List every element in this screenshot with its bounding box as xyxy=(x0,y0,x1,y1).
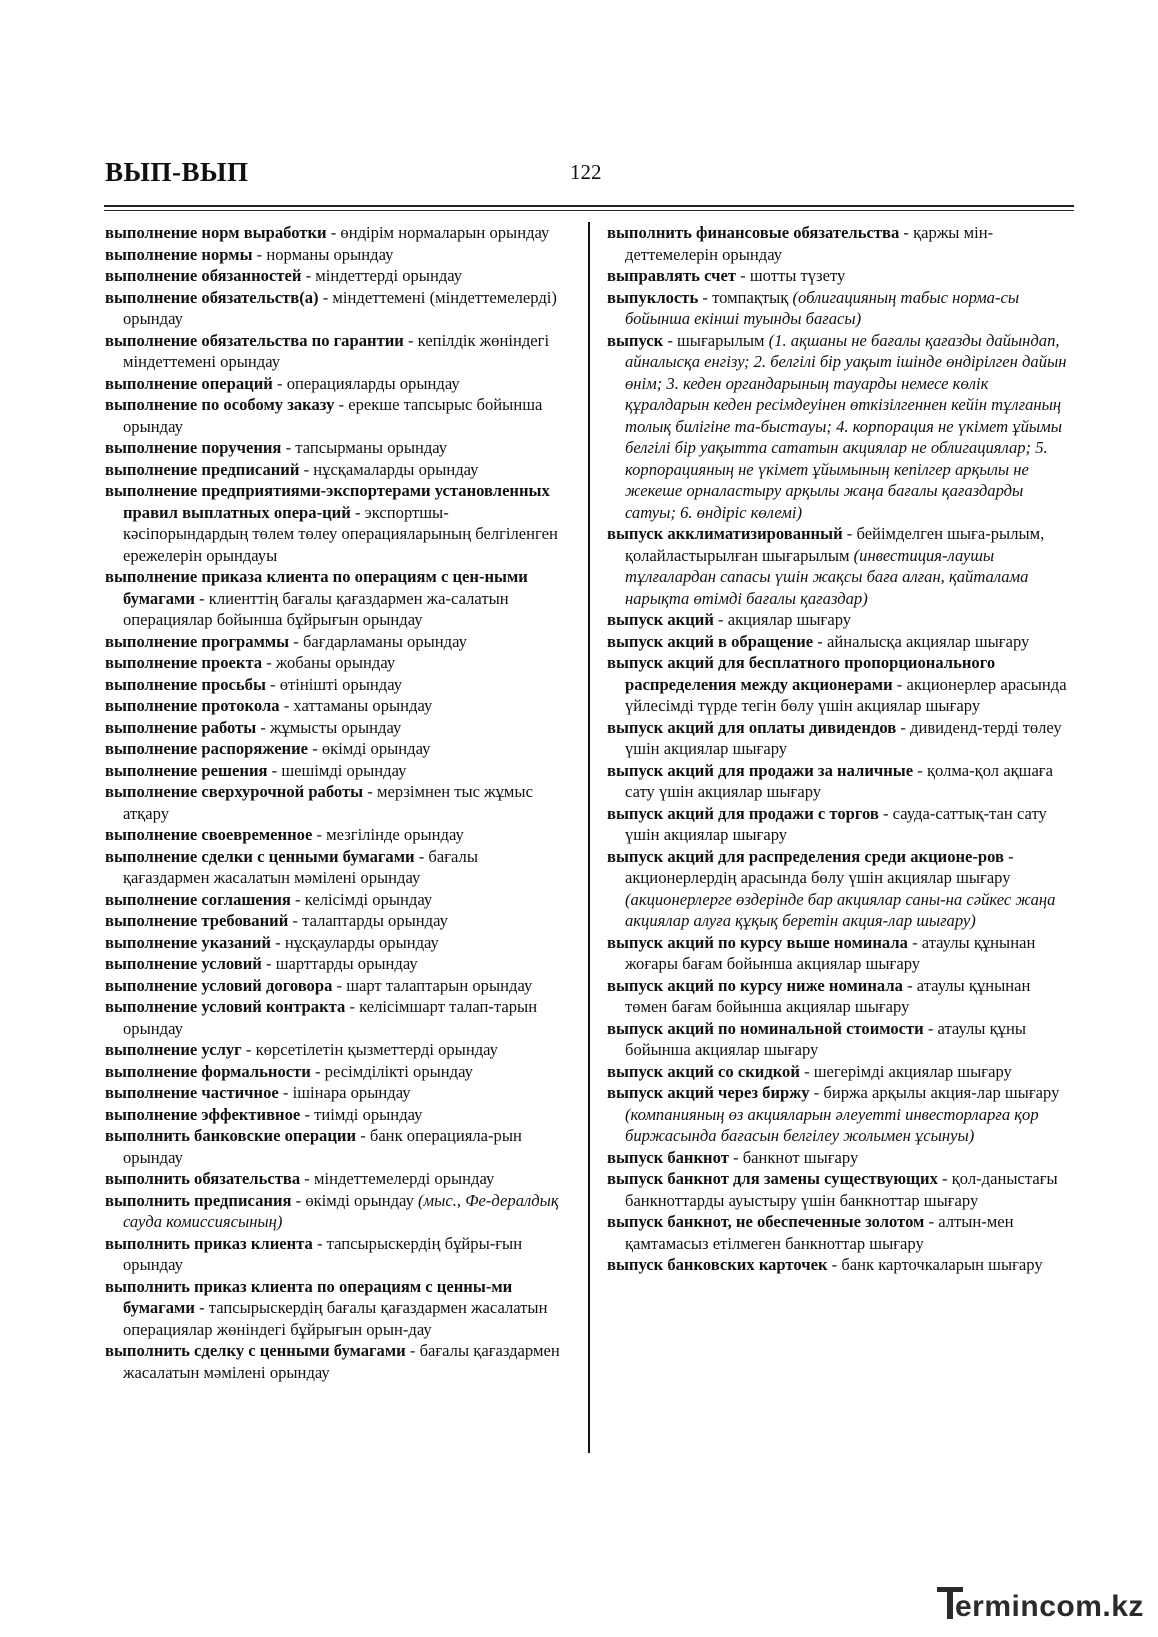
entry-definition: келісімді орындау xyxy=(304,889,433,909)
entry-separator: - xyxy=(289,631,303,651)
entry-separator: - xyxy=(301,266,316,285)
dictionary-entry xyxy=(105,459,567,481)
entry-separator: - xyxy=(310,1061,325,1081)
entry-definition: ресімділікті орындау xyxy=(324,1061,473,1081)
dictionary-entry xyxy=(105,244,567,266)
dictionary-entry xyxy=(607,1254,1075,1276)
entry-term: выпуск акций по курсу выше номинала xyxy=(607,932,908,952)
entry-separator: - xyxy=(262,653,276,672)
entry-definition: келісімшарт талап-тарын орындау xyxy=(123,997,538,1038)
dictionary-entry xyxy=(607,609,1075,631)
entry-separator: - xyxy=(300,1104,315,1124)
entry-term: выпуск банковских карточек xyxy=(607,1255,828,1274)
entry-separator: - xyxy=(270,932,285,952)
dictionary-entry xyxy=(607,330,1075,524)
entry-definition: шотты түзету xyxy=(749,266,846,285)
entry-separator: - xyxy=(827,1255,842,1274)
entry-definition: мерзімнен тыс жұмыс атқару xyxy=(123,782,533,823)
entry-term: выполнение нормы xyxy=(105,244,253,264)
dictionary-entry xyxy=(105,717,567,739)
entry-separator: - xyxy=(267,760,282,780)
header-rule-thick xyxy=(104,205,1074,207)
dictionary-entry xyxy=(105,222,567,244)
entry-note: (компанияның өз акцияларын әлеуетті инвесторларға қор биржасында бағасын белгілеу жолымен ұсынуы) xyxy=(625,1104,1039,1145)
dictionary-entry xyxy=(105,480,567,566)
dictionary-entry xyxy=(607,523,1075,609)
entry-separator: - xyxy=(356,1126,370,1145)
entry-separator: - xyxy=(924,1212,939,1231)
entry-definition: айналысқа акциялар шығару xyxy=(826,631,1030,651)
dictionary-entry xyxy=(607,803,1075,846)
entry-term: выполнение просьбы xyxy=(105,674,266,694)
entry-definition: банк операцияла-рын орындау xyxy=(123,1126,522,1167)
entry-term: выполнить приказ клиента xyxy=(105,1233,313,1253)
entry-definition: талаптарды орындау xyxy=(302,911,448,930)
dictionary-entry xyxy=(607,1061,1075,1083)
entry-term: выполнить предписания xyxy=(105,1190,292,1210)
entry-separator: - xyxy=(334,395,349,414)
dictionary-entry xyxy=(105,652,567,674)
entry-separator: - xyxy=(728,1147,743,1167)
dictionary-entry xyxy=(105,996,567,1039)
dictionary-entry xyxy=(607,975,1075,1018)
entry-separator: - xyxy=(899,223,914,242)
entry-term: выпуск акций в обращение xyxy=(607,631,814,651)
dictionary-entry xyxy=(105,760,567,782)
dictionary-entry xyxy=(105,953,567,975)
entry-term: выполнение соглашения xyxy=(105,889,291,909)
entry-definition: банкнот шығару xyxy=(742,1147,859,1167)
dictionary-entry xyxy=(607,717,1075,760)
entry-separator: - xyxy=(1004,846,1014,866)
dictionary-entry xyxy=(105,330,567,373)
entry-separator: - xyxy=(345,997,360,1016)
entry-definition: нұсқамаларды орындау xyxy=(313,459,479,479)
dictionary-entry xyxy=(105,394,567,437)
entry-term: выполнение предписаний xyxy=(105,459,300,479)
dictionary-entry xyxy=(105,566,567,631)
dictionary-entry xyxy=(607,1168,1075,1211)
page-number: 122 xyxy=(570,160,602,184)
dictionary-entry xyxy=(105,910,567,932)
entry-definition: биржа арқылы акция-лар шығару xyxy=(823,1083,1060,1102)
dictionary-entry xyxy=(607,846,1075,932)
dictionary-entry xyxy=(607,287,1075,330)
entry-definition: көрсетілетін қызметтерді орындау xyxy=(255,1040,498,1059)
entry-definition: шарт талаптарын орындау xyxy=(346,975,533,995)
dictionary-entry xyxy=(607,760,1075,803)
entry-term: выполнить обязательства xyxy=(105,1169,301,1188)
entry-definition: ерекше тапсырыс бойынша орындау xyxy=(123,395,543,436)
dictionary-entry xyxy=(105,265,567,287)
left-column xyxy=(105,222,567,1383)
entry-note: (инвестиция-лаушы тұлғалардан сапасы үшін жақсы баға алған, қайталама нарықта өтімді бағалы қағаздар) xyxy=(625,545,1029,608)
entry-separator: - xyxy=(813,631,827,651)
entry-term: выполнение поручения xyxy=(105,438,282,457)
entry-separator: - xyxy=(308,739,322,758)
entry-definition: акционерлердің арасында бөлу үшін акциялар шығару xyxy=(625,868,1011,887)
entry-separator: - xyxy=(194,588,209,608)
entry-definition: норманы орындау xyxy=(266,244,394,264)
entry-term: выпуск акций по курсу ниже номинала xyxy=(607,975,903,995)
dictionary-entry xyxy=(105,437,567,459)
dictionary-entry xyxy=(607,1211,1075,1254)
entry-note: (акционерлерге өздерінде бар акциялар саны-на сәйкес жаңа акциялар алуға құқық беретін акция-лар шығару) xyxy=(625,889,1056,930)
entry-term: выпуск банкнот xyxy=(607,1147,729,1167)
entry-definition: бағалы қағаздармен жасалатын мәмілені орындау xyxy=(123,846,478,887)
entry-term: выполнение обязательств(а) xyxy=(105,287,319,307)
dictionary-entry xyxy=(607,1082,1075,1147)
entry-separator: - xyxy=(907,932,922,952)
entry-separator: - xyxy=(809,1083,824,1102)
entry-separator: - xyxy=(892,674,907,694)
entry-term: выполнение требований xyxy=(105,911,289,930)
entry-definition: экспортшы-кәсіпорындардың төлем төлеу операцияларының белгіленген ережелерін орындауы xyxy=(123,502,558,565)
entry-separator: - xyxy=(405,1341,420,1360)
entry-term: выпуск акций по номинальной стоимости xyxy=(607,1018,924,1038)
entry-separator: - xyxy=(878,803,893,823)
entry-term: выполнение приказа клиента по операциям с цен-ными бумагами xyxy=(105,567,528,608)
entry-term: выполнение условий xyxy=(105,954,262,973)
entry-definition: томпақтық xyxy=(712,287,789,307)
entry-term: выпуск акций для оплаты дивидендов xyxy=(607,717,897,737)
entry-definition: акциялар шығару xyxy=(727,610,852,629)
entry-term: выполнение распоряжение xyxy=(105,739,309,758)
right-column xyxy=(607,222,1075,1276)
entry-term: выпуклость xyxy=(607,287,699,307)
entry-separator: - xyxy=(799,1061,814,1081)
entry-term: выполнить банковские операции xyxy=(105,1126,357,1145)
entry-definition: жобаны орындау xyxy=(275,653,396,672)
dictionary-entry xyxy=(105,889,567,911)
dictionary-entry xyxy=(607,1018,1075,1061)
entry-separator: - xyxy=(281,438,296,457)
dictionary-entry xyxy=(105,695,567,717)
watermark-logo xyxy=(937,1585,1147,1625)
dictionary-entry xyxy=(105,738,567,760)
entry-separator: - xyxy=(363,782,377,801)
entry-definition: шығарылым xyxy=(677,330,765,350)
entry-separator: - xyxy=(288,911,303,930)
entry-note: (облигацияның табыс норма-сы бойынша екінші туынды бағасы) xyxy=(625,287,1020,328)
entry-term: выполнение сделки с ценными бумагами xyxy=(105,846,415,866)
entry-definition: өкімді орындау xyxy=(305,1190,414,1210)
dictionary-entry xyxy=(105,846,567,889)
entry-definition: бағалы қағаздармен жасалатын мәмілені орындау xyxy=(123,1341,560,1382)
dictionary-entry xyxy=(105,781,567,824)
entry-term: выпуск акций для продажи с торгов xyxy=(607,803,879,823)
entry-definition: міндеттемелерді орындау xyxy=(313,1169,495,1188)
entry-separator: - xyxy=(318,287,333,307)
dictionary-entry xyxy=(105,932,567,954)
entry-separator: - xyxy=(350,502,365,522)
entry-separator: - xyxy=(300,1169,314,1188)
entry-definition: банк карточкаларын шығару xyxy=(841,1255,1043,1274)
entry-definition: тиімді орындау xyxy=(314,1104,423,1124)
entry-term: выпуск акций со скидкой xyxy=(607,1061,800,1081)
entry-definition: бағдарламаны орындау xyxy=(302,631,467,651)
entry-separator: - xyxy=(279,696,294,715)
entry-term: выполнение решения xyxy=(105,760,268,780)
entry-definition: тапсырыскердің бағалы қағаздармен жасалатын операциялар жөніндегі бұйрығын орын-дау xyxy=(123,1298,548,1339)
entry-separator: - xyxy=(278,1083,293,1102)
column-divider xyxy=(588,222,590,1453)
entry-definition: міндеттерді орындау xyxy=(315,266,463,285)
entry-definition: міндеттемені (міндеттемелерді) орындау xyxy=(123,287,557,328)
entry-term: выправлять счет xyxy=(607,266,737,285)
entry-term: выпуск акций через биржу xyxy=(607,1083,810,1102)
entry-term: выпуск акций для распределения среди акционе-ров xyxy=(607,846,1005,866)
entry-separator: - xyxy=(261,954,276,973)
dictionary-entry xyxy=(105,1061,567,1083)
entry-term: выполнение протокола xyxy=(105,696,280,715)
entry-definition: клиенттің бағалы қағаздармен жа-салатын операциялар бойынша бұйрығын орындау xyxy=(123,588,509,629)
entry-separator: - xyxy=(414,846,429,866)
entry-term: выполнение условий договора xyxy=(105,975,333,995)
entry-separator: - xyxy=(272,373,287,393)
dictionary-entry xyxy=(105,975,567,997)
entry-definition: дивиденд-терді төлеу үшін акциялар шығару xyxy=(625,717,1062,758)
entry-separator: - xyxy=(403,330,418,350)
entry-definition: өндірім нормаларын орындау xyxy=(340,223,550,242)
dictionary-entry xyxy=(105,1125,567,1168)
entry-separator: - xyxy=(913,760,927,780)
entry-definition: өтінішті орындау xyxy=(279,674,403,694)
entry-term: выполнение эффективное xyxy=(105,1104,301,1124)
entry-definition: жұмысты орындау xyxy=(270,717,402,737)
entry-term: выполнение частичное xyxy=(105,1083,279,1102)
entry-term: выполнение норм выработки xyxy=(105,223,327,242)
entry-term: выполнение работы xyxy=(105,717,257,737)
entry-term: выполнение предприятиями-экспортерами установленных правил выплатных опера-ций xyxy=(105,481,550,522)
entry-separator: - xyxy=(896,717,911,737)
entry-separator: - xyxy=(902,975,917,995)
dictionary-entry xyxy=(105,287,567,330)
entry-separator: - xyxy=(698,287,713,307)
entry-separator: - xyxy=(736,266,750,285)
dictionary-entry xyxy=(607,265,1075,287)
dictionary-entry xyxy=(105,373,567,395)
entry-definition: қол-даныстағы банкноттарды ауыстыру үшін банкноттар шығару xyxy=(625,1169,1058,1210)
entry-definition: өкімді орындау xyxy=(321,739,431,758)
entry-term: выпуск акклиматизированный xyxy=(607,524,843,543)
entry-term: выполнение сверхурочной работы xyxy=(105,782,364,801)
dictionary-entry xyxy=(607,222,1075,265)
entry-term: выполнение обязанностей xyxy=(105,266,302,285)
entry-definition: алтын-мен қамтамасыз етілмеген банкноттар шығару xyxy=(625,1212,1014,1253)
entry-definition: атаулы құнынан жоғары бағам бойынша акциялар шығару xyxy=(625,932,1036,973)
dictionary-entry xyxy=(105,1082,567,1104)
entry-definition: шарттарды орындау xyxy=(275,954,418,973)
entry-separator: - xyxy=(291,1190,306,1210)
entry-term: выполнить сделку с ценными бумагами xyxy=(105,1341,406,1360)
entry-term: выполнение по особому заказу xyxy=(105,395,335,414)
entry-term: выпуск акций для продажи за наличные xyxy=(607,760,914,780)
entry-definition: хаттаманы орындау xyxy=(293,696,433,715)
header-title: ВЫП-ВЫП xyxy=(105,157,249,187)
entry-definition: атаулы құнынан төмен бағам бойынша акциялар шығару xyxy=(625,975,1031,1016)
entry-term: выполнение операций xyxy=(105,373,273,393)
entry-definition: ішінара орындау xyxy=(292,1083,411,1102)
dictionary-entry xyxy=(105,631,567,653)
entry-term: выполнение обязательства по гарантии xyxy=(105,330,404,350)
entry-definition: қолма-қол ақшаға сату үшін акциялар шығару xyxy=(625,760,1053,801)
dictionary-entry xyxy=(105,824,567,846)
header-rule-thin xyxy=(104,210,1074,211)
dictionary-entry xyxy=(105,1276,567,1341)
entry-definition: тапсырыскердің бұйры-ғын орындау xyxy=(123,1233,523,1274)
entry-term: выпуск акций для бесплатного пропорционального распределения между акционерами xyxy=(607,653,996,694)
entry-term: выполнение своевременное xyxy=(105,825,313,844)
entry-term: выполнить приказ клиента по операциям с ценны-ми бумагами xyxy=(105,1276,513,1317)
entry-separator: - xyxy=(299,459,314,479)
watermark-text: ermincom.kz xyxy=(955,1590,1144,1623)
dictionary-entry xyxy=(607,631,1075,653)
entry-separator: - xyxy=(194,1298,209,1317)
entry-term: выполнение программы xyxy=(105,631,290,651)
entry-definition: мезгілінде орындау xyxy=(326,825,464,844)
dictionary-entry xyxy=(105,1168,567,1190)
entry-separator: - xyxy=(713,610,728,629)
entry-separator: - xyxy=(312,825,327,844)
entry-note: (1. ақшаны не бағалы қағазды дайындап, айналысқа енгізу; 2. белгілі бір уақыт ішінде өндірілген дайын өнім; 3. кеден органдарының тауарды немесе көлік құралдарын кеден ресімдеуінен өткізілгеннен кейін тұлғаның толық билігіне та-быстауы; 4. корпорация не үкімет ұйымы белгілі бір уақытта сататын акциялар не облигациялар; 5. корпорацияның не үкімет ұйымының кепілгер арқылы не жекеше орналастыру арқылы жаңа бағалы қағаздарды сатуы; 6. өндіріс көлемі) xyxy=(625,330,1067,522)
entry-definition: шешімді орындау xyxy=(281,760,407,780)
entry-separator: - xyxy=(241,1040,256,1059)
entry-definition: кепілдік жөніндегі міндеттемені орындау xyxy=(123,330,550,371)
entry-term: выполнить финансовые обязательства xyxy=(607,223,900,242)
entry-definition: нұсқауларды орындау xyxy=(284,932,439,952)
entry-definition: шегерімді акциялар шығару xyxy=(813,1061,1012,1081)
entry-definition: операцияларды орындау xyxy=(286,373,460,393)
entry-term: выпуск банкнот для замены существующих xyxy=(607,1169,938,1188)
entry-term: выполнение указаний xyxy=(105,932,271,952)
entry-term: выполнение формальности xyxy=(105,1061,311,1081)
entry-separator: - xyxy=(937,1169,952,1188)
dictionary-entry xyxy=(105,1340,567,1383)
entry-note: (мыс., Фе-дералдық сауда комиссиясының) xyxy=(123,1190,559,1231)
entry-definition: акционерлер арасында үйлесімді түрде тегін бөлу үшін акциялар шығару xyxy=(625,674,1067,715)
entry-definition: тапсырманы орындау xyxy=(295,438,448,457)
dictionary-entry xyxy=(607,652,1075,717)
dictionary-entry xyxy=(105,1104,567,1126)
entry-separator: - xyxy=(663,330,678,350)
entry-separator: - xyxy=(290,889,305,909)
entry-term: выполнение условий контракта xyxy=(105,997,346,1016)
entry-separator: - xyxy=(923,1018,938,1038)
entry-term: выполнение проекта xyxy=(105,653,263,672)
entry-separator: - xyxy=(256,717,271,737)
entry-definition: бейімделген шыға-рылым, қолайластырылған шығарылым xyxy=(625,524,1045,565)
entry-separator: - xyxy=(842,524,857,543)
dictionary-entry xyxy=(607,1147,1075,1169)
dictionary-entry xyxy=(105,674,567,696)
entry-separator: - xyxy=(312,1233,327,1253)
watermark-logo-graphic xyxy=(937,1585,1147,1625)
entry-separator: - xyxy=(326,223,341,242)
entry-term: выпуск xyxy=(607,330,664,350)
dictionary-entry xyxy=(105,1190,567,1233)
dictionary-entry xyxy=(105,1233,567,1276)
dictionary-entry xyxy=(105,1039,567,1061)
entry-term: выпуск банкнот, не обеспеченные золотом xyxy=(607,1212,925,1231)
entry-definition: қаржы мін-деттемелерін орындау xyxy=(625,223,994,264)
entry-separator: - xyxy=(332,975,347,995)
entry-definition: атаулы құны бойынша акциялар шығару xyxy=(625,1018,1026,1059)
entry-separator: - xyxy=(265,674,280,694)
dictionary-entry xyxy=(607,932,1075,975)
entry-separator: - xyxy=(252,244,267,264)
entry-definition: сауда-саттық-тан сату үшін акциялар шығару xyxy=(625,803,1047,844)
entry-term: выпуск акций xyxy=(607,610,714,629)
entry-term: выполнение услуг xyxy=(105,1040,242,1059)
